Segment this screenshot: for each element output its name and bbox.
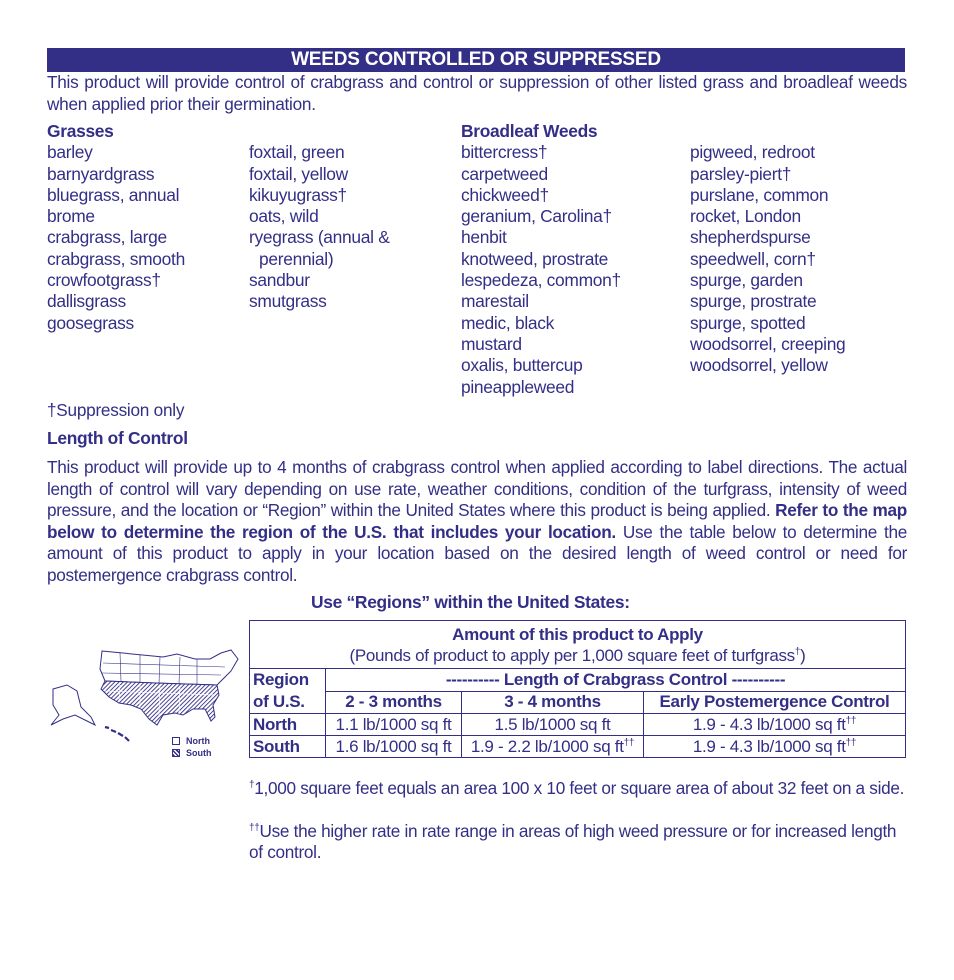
list-item: crabgrass, large <box>47 227 167 248</box>
list-item: marestail <box>461 291 529 312</box>
list-item: smutgrass <box>249 291 327 312</box>
grasses-heading: Grasses <box>47 121 114 141</box>
column-header: 3 - 4 months <box>462 691 644 714</box>
table-title-cell: Amount of this product to Apply (Pounds of product to apply per 1,000 square feet of turfgrass†) <box>250 621 906 669</box>
list-item: kikuyugrass† <box>249 184 347 205</box>
list-item: pigweed, redroot <box>690 142 815 163</box>
list-item: woodsorrel, creeping <box>690 333 846 354</box>
suppression-note: †Suppression only <box>47 400 185 420</box>
section-banner: WEEDS CONTROLLED OR SUPPRESSED <box>47 48 905 72</box>
region-cell: South <box>250 736 326 758</box>
length-of-control-title: Length of Control <box>47 428 188 448</box>
list-item: purslane, common <box>690 184 829 205</box>
list-item: foxtail, yellow <box>249 163 348 184</box>
table-cell: 1.9 - 4.3 lb/1000 sq ft†† <box>644 714 906 736</box>
table-subheader-row <box>250 691 906 714</box>
list-item: barley <box>47 142 93 163</box>
column-header: 2 - 3 months <box>326 691 462 714</box>
list-item: brome <box>47 206 95 227</box>
list-item: ryegrass (annual & <box>249 227 390 248</box>
list-item: knotweed, prostrate <box>461 248 609 269</box>
list-item: barnyardgrass <box>47 163 155 184</box>
map-legend <box>172 735 212 759</box>
list-item: pineappleweed <box>461 376 575 397</box>
list-item: shepherdspurse <box>690 227 811 248</box>
table-cell: 1.5 lb/1000 sq ft <box>462 714 644 736</box>
list-item: spurge, prostrate <box>690 291 817 312</box>
list-item: bluegrass, annual <box>47 184 180 205</box>
application-rate-table <box>249 620 906 758</box>
list-item: speedwell, corn† <box>690 248 816 269</box>
list-item: bittercress† <box>461 142 548 163</box>
table-cell: 1.6 lb/1000 sq ft <box>326 736 462 758</box>
list-item: parsley-piert† <box>690 163 792 184</box>
legend-item-north: North <box>172 735 212 747</box>
column-header: Early Postemergence Control <box>644 691 906 714</box>
list-item: foxtail, green <box>249 142 345 163</box>
region-header: Region of U.S. <box>250 669 326 714</box>
legend-item-south: South <box>172 747 212 759</box>
white-square-icon <box>172 737 180 745</box>
length-header: ---------- Length of Crabgrass Control ---------- <box>326 669 906 692</box>
list-item: perennial) <box>259 248 334 269</box>
list-item: henbit <box>461 227 507 248</box>
length-of-control-paragraph: This product will provide up to 4 months of crabgrass control when applied according to label directions. The actual length of control will vary depending on use rate, weather conditions, condition of the turfgrass, intensity of weed pressure, and the location or “Region” within the United States where this product is being applied. Refer to the map below to determine the region of the U.S. that includes your location. Use the table below to determine the amount of this product to apply in your location based on the desired length of weed control or need for postemergence crabgrass control. <box>47 457 907 585</box>
grasses-column-2 <box>249 121 390 313</box>
table-row <box>250 714 906 736</box>
list-item: carpetweed <box>461 163 548 184</box>
table-header-row <box>250 669 906 692</box>
table-cell: 1.9 - 4.3 lb/1000 sq ft†† <box>644 736 906 758</box>
footnote-1: †1,000 square feet equals an area 100 x 10 feet or square area of about 32 feet on a side. <box>249 778 905 798</box>
table-title-row <box>250 621 906 669</box>
footnote-2: ††Use the higher rate in rate range in areas of high weed pressure or for increased length of control. <box>249 821 897 863</box>
list-item: lespedeza, common† <box>461 270 621 291</box>
list-item: sandbur <box>249 270 310 291</box>
list-item: oxalis, buttercup <box>461 355 583 376</box>
broadleaf-heading: Broadleaf Weeds <box>461 121 598 141</box>
list-item: goosegrass <box>47 312 134 333</box>
list-item: crowfootgrass† <box>47 270 161 291</box>
grasses-column-1 <box>47 121 185 334</box>
broadleaf-column-2 <box>690 121 845 377</box>
intro-paragraph: This product will provide control of crabgrass and control or suppression of other listed grass and broadleaf weeds when applied prior their germination. <box>47 72 907 114</box>
table-cell: 1.9 - 2.2 lb/1000 sq ft†† <box>462 736 644 758</box>
list-item: geranium, Carolina† <box>461 206 612 227</box>
list-item: rocket, London <box>690 206 801 227</box>
list-item: mustard <box>461 333 522 354</box>
list-item: dallisgrass <box>47 291 126 312</box>
table-row <box>250 736 906 758</box>
hatched-square-icon <box>172 749 180 757</box>
list-item: medic, black <box>461 312 555 333</box>
list-item: chickweed† <box>461 184 549 205</box>
list-item: crabgrass, smooth <box>47 248 185 269</box>
regions-title: Use “Regions” within the United States: <box>311 592 630 612</box>
list-item: spurge, garden <box>690 270 803 291</box>
table-cell: 1.1 lb/1000 sq ft <box>326 714 462 736</box>
region-cell: North <box>250 714 326 736</box>
broadleaf-column-1 <box>461 121 621 398</box>
list-item: spurge, spotted <box>690 312 806 333</box>
list-item: oats, wild <box>249 206 319 227</box>
list-item: woodsorrel, yellow <box>690 355 828 376</box>
